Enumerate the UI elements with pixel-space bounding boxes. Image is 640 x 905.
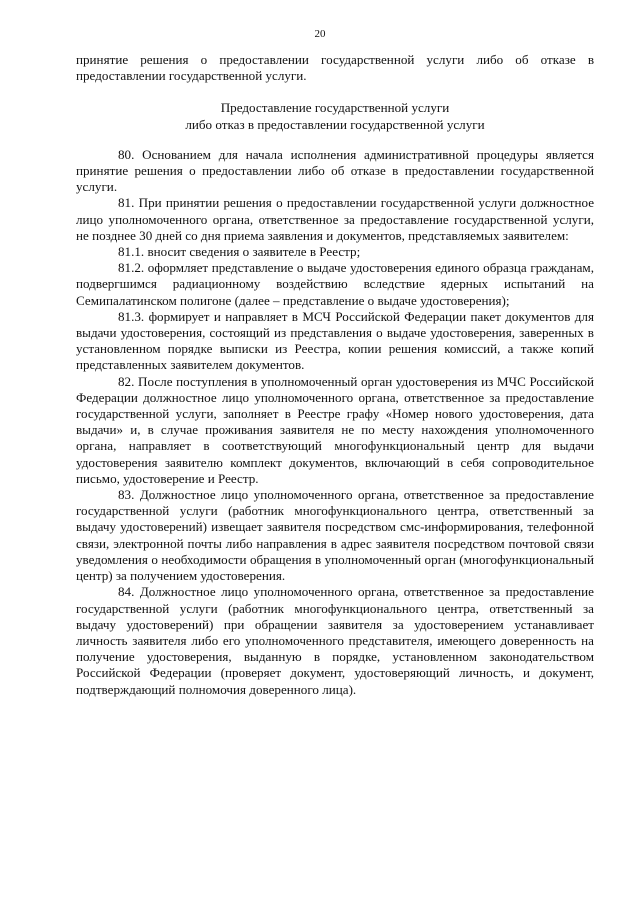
paragraph-83: 83. Должностное лицо уполномоченного органа, ответственное за предоставление государственной услуги (работник многофункционального центра, ответственный за выдачу удостоверений) извещает заявителя посредством смс-информирования, телефонной связи, электронной почты либо направления в адрес заявителя посредством почтовой связи уведомления о необходимости обращения в уполномоченный орган (многофункциональный центр) за получением удостоверения. xyxy=(76,487,594,584)
page-number: 20 xyxy=(314,28,326,40)
section-heading-line-1: Предоставление государственной услуги xyxy=(220,100,450,116)
paragraph-81-3: 81.3. формирует и направляет в МСЧ Российской Федерации пакет документов для выдачи удостоверения, состоящий из представления о выдаче удостоверения, заверенных в установленном порядке выписки из Реестра, копии решения комиссий, а также копий представленных заявителем документов. xyxy=(76,308,594,373)
section-heading xyxy=(76,100,594,132)
paragraph-81: 81. При принятии решения о предоставлении государственной услуги должностное лицо уполномоченного органа, ответственное за предоставление государственной услуги, не позднее 30 дней со дня приема заявления и документов, представляемых заявителем: xyxy=(76,195,594,243)
paragraph-82: 82. После поступления в уполномоченный орган удостоверения из МЧС Российской Федерации должностное лицо уполномоченного органа, ответственное за предоставление государственной услуги, заполняет в Реестре графу «Номер нового удостоверения, дата выдачи» и, в случае проживания заявителя не по месту нахождения уполномоченного органа, направляет в соответствующий многофункциональный центр для выдачи удостоверения заявителю комплект документов, включающий в себя сопроводительное письмо, удостоверение и Реестр. xyxy=(76,373,594,486)
paragraph-81-1: 81.1. вносит сведения о заявителе в Реестр; xyxy=(118,244,361,260)
document-body xyxy=(76,52,594,698)
intro-paragraph: принятие решения о предоставлении государственной услуги либо об отказе в предоставлении государственной услуги. xyxy=(76,52,594,84)
paragraph-84: 84. Должностное лицо уполномоченного органа, ответственное за предоставление государственной услуги (работник многофункционального центра, ответственный за выдачу удостоверений) при обращении заявителя за удостоверением устанавливает личность заявителя либо его уполномоченного представителя, имеющего доверенность на получение удостоверения, выданную в порядке, установленном законодательством Российской Федерации (проверяет документ, удостоверяющий личность, и документ, подтверждающий полномочия доверенного лица). xyxy=(76,584,594,697)
section-heading-line-2: либо отказ в предоставлении государственной услуги xyxy=(185,116,485,132)
paragraph-81-2: 81.2. оформляет представление о выдаче удостоверения единого образца гражданам, подвергшимся радиационному воздействию вследствие ядерных испытаний на Семипалатинском полигоне (далее – представление о выдаче удостоверения); xyxy=(76,260,594,308)
paragraph-80: 80. Основанием для начала исполнения административной процедуры является принятие решения о предоставлении либо об отказе в предоставлении государственной услуги. xyxy=(76,146,594,195)
